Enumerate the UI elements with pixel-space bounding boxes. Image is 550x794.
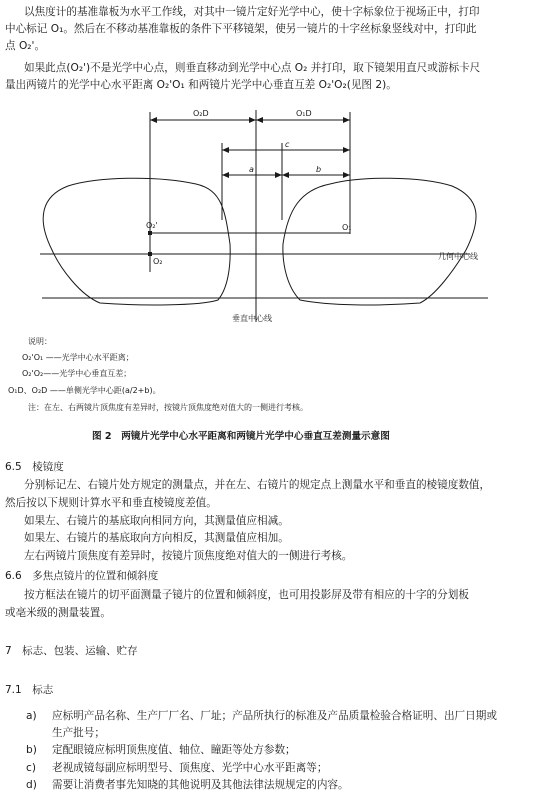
left-lens-outline: [43, 178, 230, 305]
label-o2: O₂: [153, 257, 163, 266]
section-7-1-heading: 7.1 标志: [5, 684, 54, 696]
legend-item-2: O₂'O₂——光学中心垂直互差；: [22, 369, 132, 378]
list-item-a-line-2: 生产批号；: [52, 727, 105, 739]
section-6-5-heading: 6.5 棱镜度: [5, 461, 64, 473]
intro-line-1: 以焦度计的基准靠板为水平工作线，对其中一镜片定好光学中心，使十字标象位于视场正中，打印: [24, 6, 480, 18]
intro-line-2: 中心标记 O₁。然后在不移动基准靠板的条件下平移镜架，使另一镜片的十字丝标象竖线对中，打印此: [5, 23, 477, 35]
s65-line-1: 分别标记左、右镜片处方规定的测量点，并在左、右镜片的规定点上测量水平和垂直的棱镜度数值，: [24, 479, 491, 491]
list-item-d-label: d): [26, 779, 37, 791]
label-b: b: [316, 165, 322, 174]
legend-item-1: O₂'O₁ ——光学中心水平距离；: [22, 353, 134, 362]
right-lens-outline: [283, 178, 476, 305]
legend-item-3: O₁D、O₂D ——单侧光学中心距(a/2+b)。: [8, 386, 161, 395]
list-item-a-line-1: 应标明产品名称、生产厂厂名、厂址；产品所执行的标准及产品质量检验合格证明、出厂日期或: [52, 710, 497, 722]
section-7-heading: 7 标志、包装、运输、贮存: [5, 645, 138, 657]
list-item-c: 老视成镜每副应标明型号、顶焦度、光学中心水平距离等；: [52, 762, 328, 774]
intro-line-3: 点 O₂'。: [5, 40, 46, 52]
s65-line-5: 左右两镜片顶焦度有差异时，按镜片顶焦度绝对值大的一侧进行考核。: [24, 550, 353, 562]
label-a: a: [249, 165, 254, 174]
label-o2-prime: O₂': [146, 221, 158, 230]
label-c: c: [285, 140, 290, 149]
s66-line-2: 或亳米级的测量装置。: [5, 607, 111, 619]
intro-line-4: 如果此点(O₂')不是光学中心点，则垂直移动到光学中心点 O₂ 并打印，取下镜架用直尺或游标卡尺: [24, 62, 481, 74]
list-item-c-label: c): [26, 762, 36, 774]
lens-measurement-diagram: [0, 0, 550, 345]
label-vertical-center-line: 垂直中心线: [232, 314, 272, 323]
label-o1d: O₁D: [296, 109, 312, 118]
s66-line-1: 按方框法在镜片的切平面测量子镜片的位置和倾斜度，也可用投影屏及带有相应的十字的分划板: [24, 589, 469, 601]
section-6-6-heading: 6.6 多焦点镜片的位置和倾斜度: [5, 570, 159, 582]
list-item-a-label: a): [26, 710, 37, 722]
s65-line-3: 如果左、右镜片的基底取向相同方向，其测量值应相减。: [24, 515, 289, 527]
label-geometric-center-line: 几何中心线: [438, 252, 478, 261]
list-item-b: 定配眼镜应标明顶焦度值、轴位、瞳距等处方参数；: [52, 744, 296, 756]
list-item-d: 需要让消费者事先知晓的其他说明及其他法律法规规定的内容。: [52, 779, 349, 791]
legend-title: 说明：: [28, 337, 52, 346]
list-item-b-label: b): [26, 744, 37, 756]
label-o2d: O₂D: [193, 109, 209, 118]
legend-note: 注：在左、右两镜片顶焦度有差异时，按镜片顶焦度绝对值大的一侧进行考核。: [28, 403, 308, 412]
s65-line-2: 然后按以下规则计算水平和垂直棱镜度差值。: [5, 497, 217, 509]
label-o1: O₁: [342, 223, 352, 232]
figure-caption: 图 2 两镜片光学中心水平距离和两镜片光学中心垂直互差测量示意图: [92, 431, 390, 442]
intro-line-5: 量出两镜片的光学中心水平距离 O₂'O₁ 和两镜片光学中心垂直互差 O₂'O₂(见图 2)。: [5, 79, 397, 91]
s65-line-4: 如果左、右镜片的基底取向方向相反，其测量值应相加。: [24, 532, 289, 544]
